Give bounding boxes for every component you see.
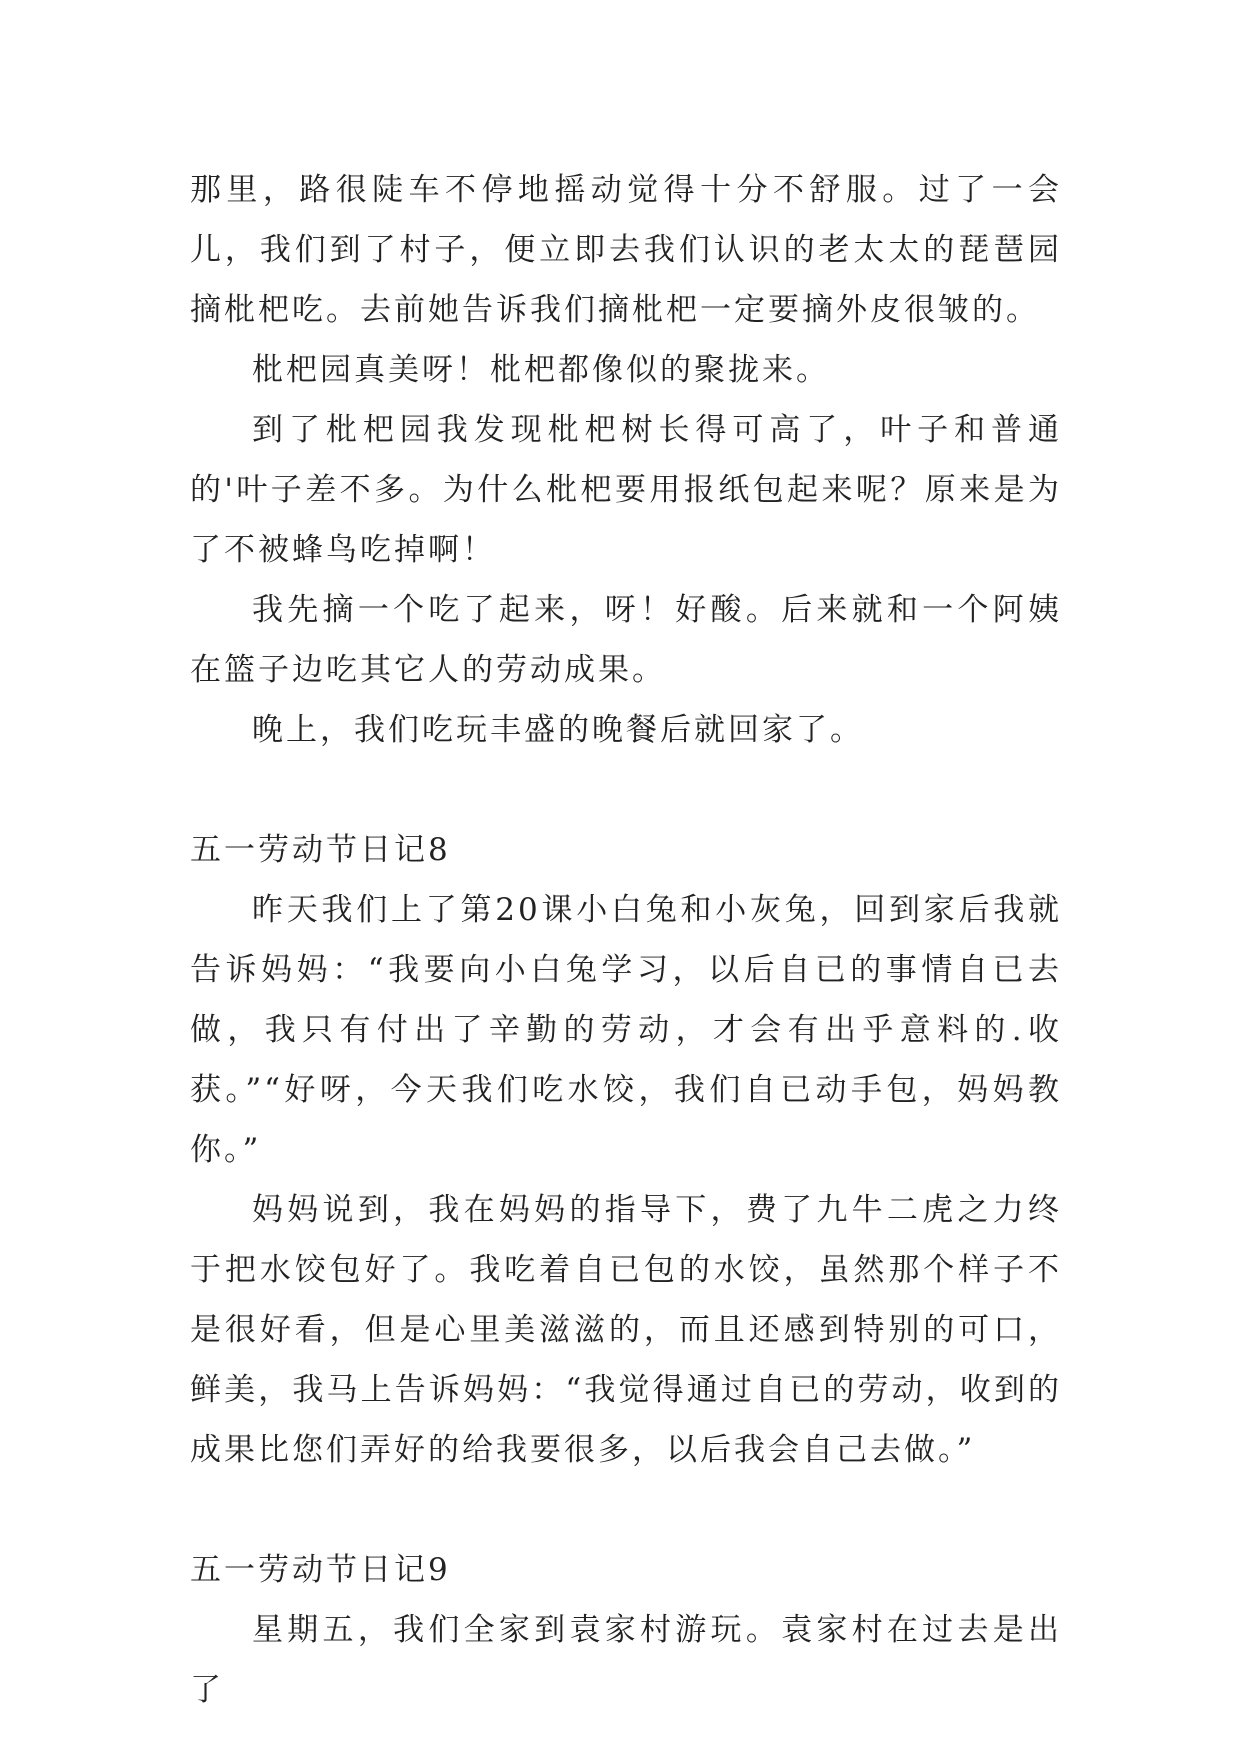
paragraph: 枇杷园真美呀！枇杷都像似的聚拢来。 bbox=[252, 352, 830, 388]
paragraph: 妈妈说到，我在妈妈的指导下，费了九牛二虎之力终于把水饺包好了。我吃着自已包的水饺，虽然那个样子不是很好看，但是心里美滋滋的，而且还感到特别的可口，鲜美，我马上告诉妈妈：“我觉得通过自已的劳动，收到的成果比您们弄好的给我要很多，以后我会自己去做。” bbox=[190, 1192, 1062, 1468]
paragraph: 昨天我们上了第20课小白兔和小灰兔，回到家后我就告诉妈妈：“我要向小白兔学习，以后自已的事情自已去做，我只有付出了辛勤的劳动，才会有出乎意料的.收获。”“好呀，今天我们吃水饺，我们自已动手包，妈妈教你。” bbox=[190, 892, 1062, 1168]
paragraph: 我先摘一个吃了起来，呀！好酸。后来就和一个阿姨在篮子边吃其它人的劳动成果。 bbox=[190, 592, 1062, 688]
diary-section-9 bbox=[190, 1540, 1062, 1720]
diary-section-8 bbox=[190, 820, 1062, 1480]
paragraph: 到了枇杷园我发现枇杷树长得可高了，叶子和普通的'叶子差不多。为什么枇杷要用报纸包起来呢？原来是为了不被蜂鸟吃掉啊！ bbox=[190, 412, 1062, 568]
paragraph: 晚上，我们吃玩丰盛的晚餐后就回家了。 bbox=[252, 712, 864, 748]
paragraph: 那里，路很陡车不停地摇动觉得十分不舒服。过了一会儿，我们到了村子，便立即去我们认识的老太太的琵琶园摘枇杷吃。去前她告诉我们摘枇杷一定要摘外皮很皱的。 bbox=[190, 172, 1062, 328]
section-title: 五一劳动节日记9 bbox=[190, 1552, 451, 1588]
paragraph: 星期五，我们全家到袁家村游玩。袁家村在过去是出了 bbox=[190, 1612, 1062, 1708]
section-title: 五一劳动节日记8 bbox=[190, 832, 451, 868]
document-body bbox=[190, 160, 1062, 1720]
